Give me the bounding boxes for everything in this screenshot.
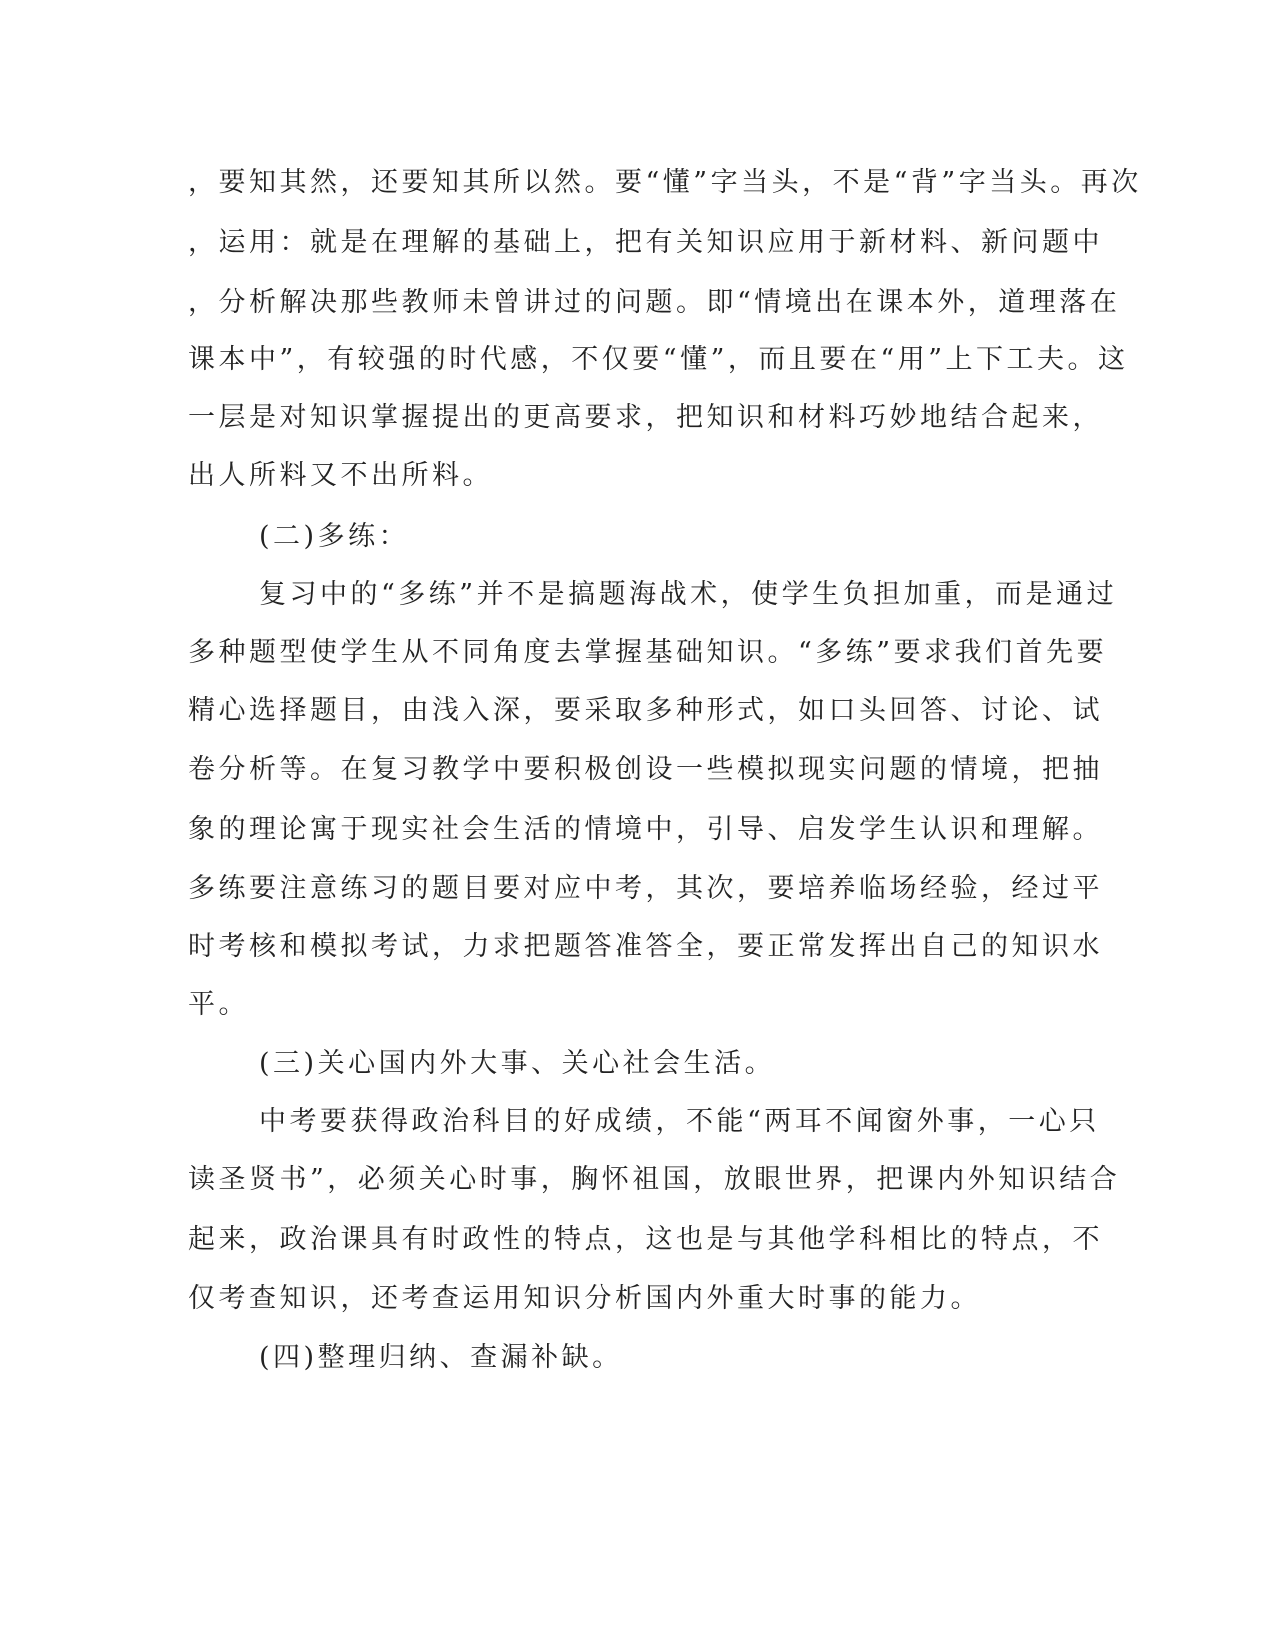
text-line: 读圣贤书”，必须关心时事，胸怀祖国，放眼世界，把课内外知识结合: [188, 1164, 1121, 1195]
text-line: 起来，政治课具有时政性的特点，这也是与其他学科相比的特点，不: [188, 1224, 1103, 1255]
text-line: 多种题型使学生从不同角度去掌握基础知识。“多练”要求我们首先要: [188, 637, 1108, 668]
text-line: 一层是对知识掌握提出的更高要求，把知识和材料巧妙地结合起来，: [188, 402, 1103, 433]
text-line: 出人所料又不出所料。: [188, 460, 493, 491]
text-line: 精心选择题目，由浅入深，要采取多种形式，如口头回答、讨论、试: [188, 695, 1103, 726]
text-line: 时考核和模拟考试，力求把题答准答全，要正常发挥出自己的知识水: [188, 931, 1103, 962]
section-heading: (四)整理归纳、查漏补缺。: [259, 1342, 623, 1373]
text-line: ，分析解决那些教师未曾讲过的问题。即“情境出在课本外，道理落在: [188, 287, 1121, 318]
paragraph-first-line: 复习中的“多练”并不是搞题海战术，使学生负担加重，而是通过: [259, 579, 1118, 610]
text-line: 课本中”，有较强的时代感，不仅要“懂”，而且要在“用”上下工夫。这: [188, 344, 1129, 375]
text-line: 卷分析等。在复习教学中要积极创设一些模拟现实问题的情境，把抽: [188, 754, 1103, 785]
text-line: 多练要注意练习的题目要对应中考，其次，要培养临场经验，经过平: [188, 873, 1103, 904]
text-line: 平。: [188, 989, 249, 1020]
section-heading: (三)关心国内外大事、关心社会生活。: [259, 1048, 776, 1079]
text-line: ，运用：就是在理解的基础上，把有关知识应用于新材料、新问题中: [188, 227, 1103, 258]
paragraph-first-line: 中考要获得政治科目的好成绩，不能“两耳不闻窗外事，一心只: [259, 1106, 1100, 1137]
text-line: 仅考查知识，还考查运用知识分析国内外重大时事的能力。: [188, 1283, 981, 1314]
section-heading: (二)多练：: [259, 521, 410, 552]
text-line: ，要知其然，还要知其所以然。要“懂”字当头，不是“背”字当头。再次: [188, 167, 1142, 198]
text-line: 象的理论寓于现实社会生活的情境中，引导、启发学生认识和理解。: [188, 814, 1103, 845]
